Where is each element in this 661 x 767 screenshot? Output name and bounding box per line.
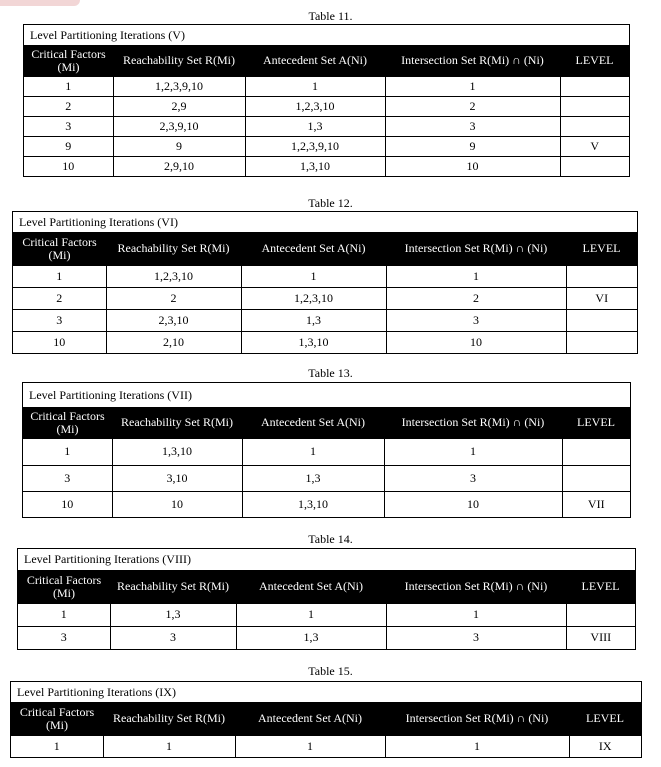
cell: 3 [385, 116, 560, 136]
table-title: Level Partitioning Iterations (VI) [13, 212, 637, 233]
table-caption: Table 12. [308, 196, 353, 210]
data-table [11, 703, 641, 757]
cell: 3 [18, 626, 110, 649]
cell: 10 [23, 491, 112, 517]
col-header: Antecedent Set A(Ni) [242, 408, 384, 438]
col-header: Reachability Set R(Mi) [106, 233, 241, 265]
col-header: Reachability Set R(Mi) [113, 46, 245, 76]
cell [560, 96, 629, 116]
table-row [23, 465, 630, 491]
level-table-ix [10, 681, 642, 758]
level-table-viii [17, 548, 636, 650]
col-header: LEVEL [569, 703, 641, 735]
cell [560, 76, 629, 96]
table-row [11, 735, 641, 757]
level-table-v [23, 24, 630, 177]
table-title: Level Partitioning Iterations (VIII) [18, 549, 635, 571]
col-header: Intersection Set R(Mi) ∩ (Ni) [384, 408, 562, 438]
cell: 2,3,9,10 [113, 116, 245, 136]
col-header: Critical Factors (Mi) [23, 408, 112, 438]
cell: 1 [18, 603, 110, 626]
cell: 3 [13, 309, 106, 331]
table-row [24, 96, 629, 116]
table-row [23, 438, 630, 465]
cell: 3 [386, 309, 566, 331]
table-row [23, 491, 630, 517]
cell: 1,2,3,10 [245, 96, 385, 116]
cell [560, 116, 629, 136]
cell: 1,3,10 [242, 491, 384, 517]
cell: 1,3,10 [241, 331, 386, 353]
data-table [13, 233, 637, 353]
col-header: Reachability Set R(Mi) [110, 571, 236, 603]
table-title: Level Partitioning Iterations (V) [24, 25, 629, 46]
data-table [23, 408, 630, 517]
col-header: LEVEL [560, 46, 629, 76]
col-header: Intersection Set R(Mi) ∩ (Ni) [385, 46, 560, 76]
cell: 3 [384, 465, 562, 491]
table-row [18, 626, 635, 649]
col-header: Reachability Set R(Mi) [103, 703, 235, 735]
table-row [24, 76, 629, 96]
cell [566, 603, 635, 626]
data-table [18, 571, 635, 649]
cell: 3 [24, 116, 113, 136]
level-table-vii [22, 382, 631, 518]
cell: 3 [23, 465, 112, 491]
table-row [13, 331, 637, 353]
cell: 2,9,10 [113, 156, 245, 176]
cell [566, 309, 637, 331]
cell: 10 [112, 491, 242, 517]
table-title: Level Partitioning Iterations (IX) [11, 682, 641, 703]
cell [562, 465, 630, 491]
cell: 2 [385, 96, 560, 116]
col-header: Antecedent Set A(Ni) [245, 46, 385, 76]
col-header: LEVEL [566, 233, 637, 265]
cell: 10 [24, 156, 113, 176]
cell: 1 [385, 735, 569, 757]
cell: 1,3,10 [112, 438, 242, 465]
col-header: Antecedent Set A(Ni) [241, 233, 386, 265]
cell: 2,10 [106, 331, 241, 353]
table-caption: Table 13. [308, 366, 353, 380]
cell: 1,2,3,10 [241, 287, 386, 309]
cell: 3 [386, 626, 566, 649]
col-header: Intersection Set R(Mi) ∩ (Ni) [386, 233, 566, 265]
col-header: Critical Factors (Mi) [11, 703, 103, 735]
cell [560, 156, 629, 176]
cell: 2 [13, 287, 106, 309]
table-caption: Table 15. [308, 664, 353, 678]
col-header: Intersection Set R(Mi) ∩ (Ni) [386, 571, 566, 603]
cell: 1 [23, 438, 112, 465]
cell: 2,9 [113, 96, 245, 116]
cell: 2 [386, 287, 566, 309]
cell: 1,2,3,9,10 [113, 76, 245, 96]
table-row [24, 136, 629, 156]
col-header: Critical Factors (Mi) [13, 233, 106, 265]
col-header: Intersection Set R(Mi) ∩ (Ni) [385, 703, 569, 735]
cell: 2,3,10 [106, 309, 241, 331]
cell: 3 [110, 626, 236, 649]
cell: 1,3 [242, 465, 384, 491]
cell: 1 [386, 265, 566, 287]
col-header: LEVEL [562, 408, 630, 438]
col-header: LEVEL [566, 571, 635, 603]
cell: 9 [24, 136, 113, 156]
cell: 10 [384, 491, 562, 517]
cell: 1 [241, 265, 386, 287]
cell: VI [566, 287, 637, 309]
table-row [13, 265, 637, 287]
cell: VIII [566, 626, 635, 649]
cell: 1,3 [245, 116, 385, 136]
cell: 1,3 [110, 603, 236, 626]
cell: 1,3 [241, 309, 386, 331]
table-row [13, 309, 637, 331]
cell: 1 [13, 265, 106, 287]
cell: 3,10 [112, 465, 242, 491]
table-caption: Table 11. [308, 9, 353, 23]
cell: 2 [106, 287, 241, 309]
col-header: Critical Factors (Mi) [18, 571, 110, 603]
cell: 10 [386, 331, 566, 353]
cell: 1,3,10 [245, 156, 385, 176]
cell: 1 [384, 438, 562, 465]
corner-decoration [0, 0, 80, 6]
cell: 1 [11, 735, 103, 757]
cell: 1 [236, 603, 386, 626]
cell: 1,2,3,9,10 [245, 136, 385, 156]
col-header: Reachability Set R(Mi) [112, 408, 242, 438]
cell: V [560, 136, 629, 156]
cell: 1 [24, 76, 113, 96]
cell [566, 265, 637, 287]
cell: 9 [113, 136, 245, 156]
cell: 1 [103, 735, 235, 757]
table-row [24, 156, 629, 176]
table-row [24, 116, 629, 136]
data-table [24, 46, 629, 176]
cell [562, 438, 630, 465]
cell: 1,2,3,10 [106, 265, 241, 287]
cell: 1 [386, 603, 566, 626]
cell: 10 [13, 331, 106, 353]
cell: 1 [242, 438, 384, 465]
cell: 1 [235, 735, 385, 757]
cell: IX [569, 735, 641, 757]
table-row [18, 603, 635, 626]
cell: 1,3 [236, 626, 386, 649]
cell: 2 [24, 96, 113, 116]
table-row [13, 287, 637, 309]
cell: VII [562, 491, 630, 517]
col-header: Critical Factors (Mi) [24, 46, 113, 76]
table-title: Level Partitioning Iterations (VII) [23, 383, 630, 408]
level-table-vi [12, 211, 638, 354]
col-header: Antecedent Set A(Ni) [235, 703, 385, 735]
cell: 10 [385, 156, 560, 176]
col-header: Antecedent Set A(Ni) [236, 571, 386, 603]
cell: 1 [245, 76, 385, 96]
cell [566, 331, 637, 353]
cell: 1 [385, 76, 560, 96]
cell: 9 [385, 136, 560, 156]
table-caption: Table 14. [308, 532, 353, 546]
